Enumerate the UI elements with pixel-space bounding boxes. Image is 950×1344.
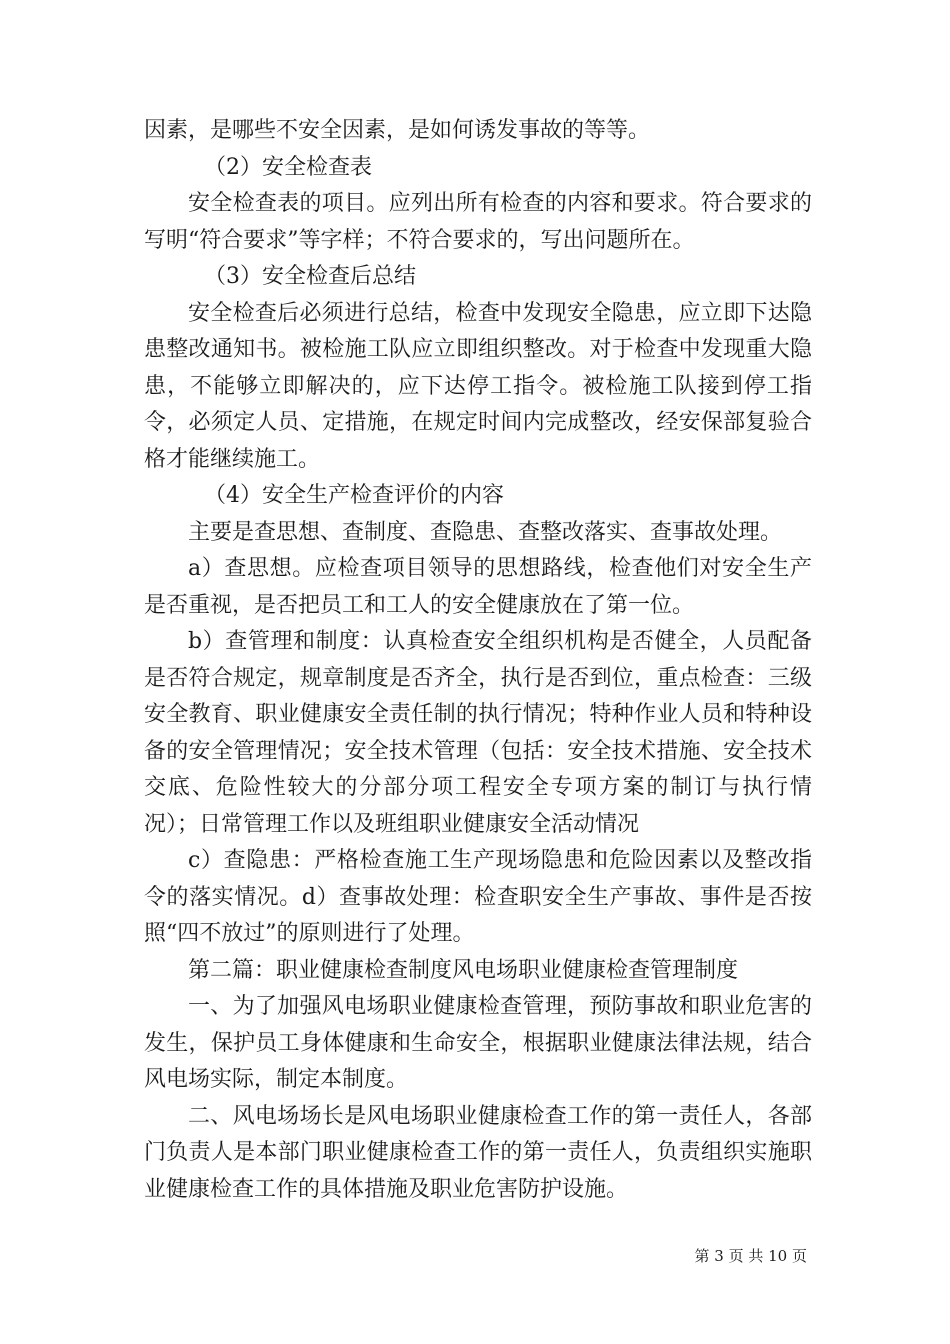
page-number: 第 3 页 共 10 页 — [694, 1247, 807, 1265]
section-heading: （3）安全检查后总结 — [204, 264, 416, 289]
paragraph: b）查管理和制度：认真检查安全组织机构是否健全，人员配备是否符合规定，规章制度是否齐全，执行是否到位，重点检查：三级安全教育、职业健康安全责任制的执行情况；特种作业人员和特种设备的安全管理情况；安全技术管理（包括：安全技术措施、安全技术交底、危险性较大的分部分项工程安全专项方案的制订与执行情况）；日常管理工作以及班组职业健康安全活动情况 — [144, 629, 812, 837]
paragraph: a）查思想。应检查项目领导的思想路线，检查他们对安全生产是否重视，是否把员工和工人的安全健康放在了第一位。 — [144, 556, 812, 618]
chapter-title: 第二篇：职业健康检查制度风电场职业健康检查管理制度 — [188, 957, 739, 983]
section-heading: （2）安全检查表 — [204, 154, 372, 180]
paragraph: c）查隐患：严格检查施工生产现场隐患和危险因素以及整改指令的落实情况。d）查事故处理：检查职安全生产事故、事件是否按照“四不放过”的原则进行了处理。 — [144, 848, 812, 946]
paragraph: 安全检查后必须进行总结，检查中发现安全隐患，应立即下达隐患整改通知书。被检施工队应立即组织整改。对于检查中发现重大隐患，不能够立即解决的，应下达停工指令。被检施工队接到停工指令，必须定人员、定措施，在规定时间内完成整改，经安保部复验合格才能继续施工。 — [144, 300, 812, 472]
paragraph: 因素，是哪些不安全因素，是如何诱发事故的等等。 — [144, 118, 651, 143]
paragraph: 主要是查思想、查制度、查隐患、查整改落实、查事故处理。 — [188, 519, 783, 545]
page-footer — [0, 1245, 950, 1266]
paragraph: 二、风电场场长是风电场职业健康检查工作的第一责任人，各部门负责人是本部门职业健康检查工作的第一责任人，负责组织实施职业健康检查工作的具体措施及职业危害防护设施。 — [144, 1103, 812, 1202]
paragraph: 一、为了加强风电场职业健康检查管理，预防事故和职业危害的发生，保护员工身体健康和生命安全，根据职业健康法律法规，结合风电场实际，制定本制度。 — [144, 994, 812, 1092]
paragraph: 安全检查表的项目。应列出所有检查的内容和要求。符合要求的写明“符合要求”等字样；不符合要求的，写出问题所在。 — [144, 191, 812, 253]
body-text — [144, 113, 812, 1208]
section-heading: （4）安全生产检查评价的内容 — [204, 483, 504, 508]
